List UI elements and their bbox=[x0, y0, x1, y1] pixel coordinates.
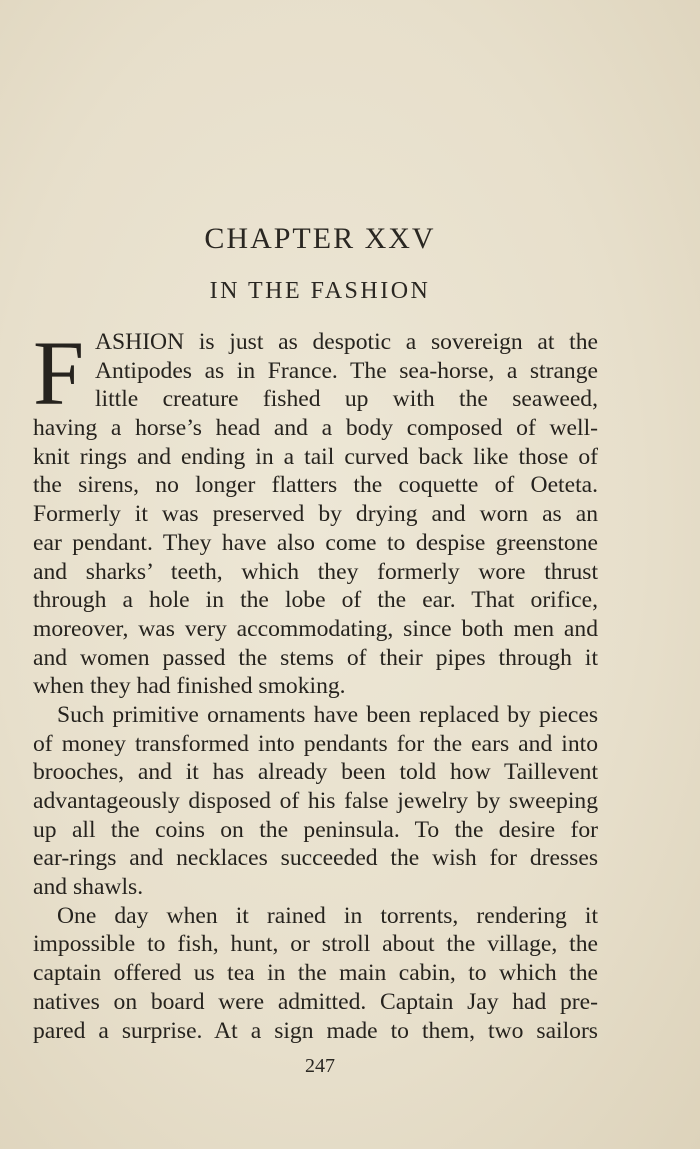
text-line: of money transformed into pendants for the ears and into bbox=[33, 730, 598, 757]
text-line: and shawls. bbox=[33, 874, 144, 901]
text-line: advantageously disposed of his false jewelry by sweeping bbox=[33, 788, 598, 814]
text-line: ear pendant. They have also come to despise greenstone bbox=[33, 529, 598, 556]
text-line: pared a surprise. At a sign made to them, two sailors bbox=[33, 1017, 598, 1044]
text-line: having a horse’s head and a body composed of well- bbox=[33, 415, 598, 442]
text-line: up all the coins on the peninsula. To the desire for bbox=[33, 816, 598, 843]
text-line: impossible to fish, hunt, or stroll about the village, the bbox=[33, 931, 598, 958]
text-line: brooches, and it has already been told how Taillevent bbox=[33, 759, 598, 786]
text-line: One day when it rained in torrents, rendering it bbox=[57, 902, 598, 929]
text-line: moreover, was very accommodating, since both men and bbox=[33, 615, 598, 642]
chapter-number: CHAPTER XXV bbox=[204, 222, 436, 255]
text-line: ASHION is just as despotic a sovereign at the bbox=[95, 329, 598, 355]
text-line: and sharks’ teeth, which they formerly wore thrust bbox=[33, 558, 598, 585]
text-line: through a hole in the lobe of the ear. That orifice, bbox=[33, 587, 598, 614]
page-number: 247 bbox=[305, 1055, 335, 1077]
text-line: little creature fished up with the seaweed, bbox=[95, 386, 598, 413]
text-line: when they had finished smoking. bbox=[33, 673, 346, 700]
chapter-title: IN THE FASHION bbox=[209, 278, 431, 304]
text-line: natives on board were admitted. Captain Jay had pre- bbox=[33, 988, 598, 1015]
text-lines bbox=[33, 322, 598, 1045]
text-line: and women passed the stems of their pipes through it bbox=[33, 644, 598, 671]
text-line: Formerly it was preserved by drying and worn as an bbox=[33, 501, 598, 528]
text-line: Such primitive ornaments have been replaced by pieces bbox=[57, 701, 598, 728]
text-line: Antipodes as in France. The sea-horse, a strange bbox=[95, 357, 598, 384]
text-line: captain offered us tea in the main cabin, to which the bbox=[33, 960, 598, 987]
body-text bbox=[33, 322, 598, 1045]
text-line: ear-rings and necklaces succeeded the wish for dresses bbox=[33, 845, 598, 872]
text-line: the sirens, no longer flatters the coquette of Oeteta. bbox=[33, 472, 598, 499]
drop-cap: F bbox=[33, 322, 85, 424]
text-line: knit rings and ending in a tail curved back like those of bbox=[33, 443, 598, 470]
